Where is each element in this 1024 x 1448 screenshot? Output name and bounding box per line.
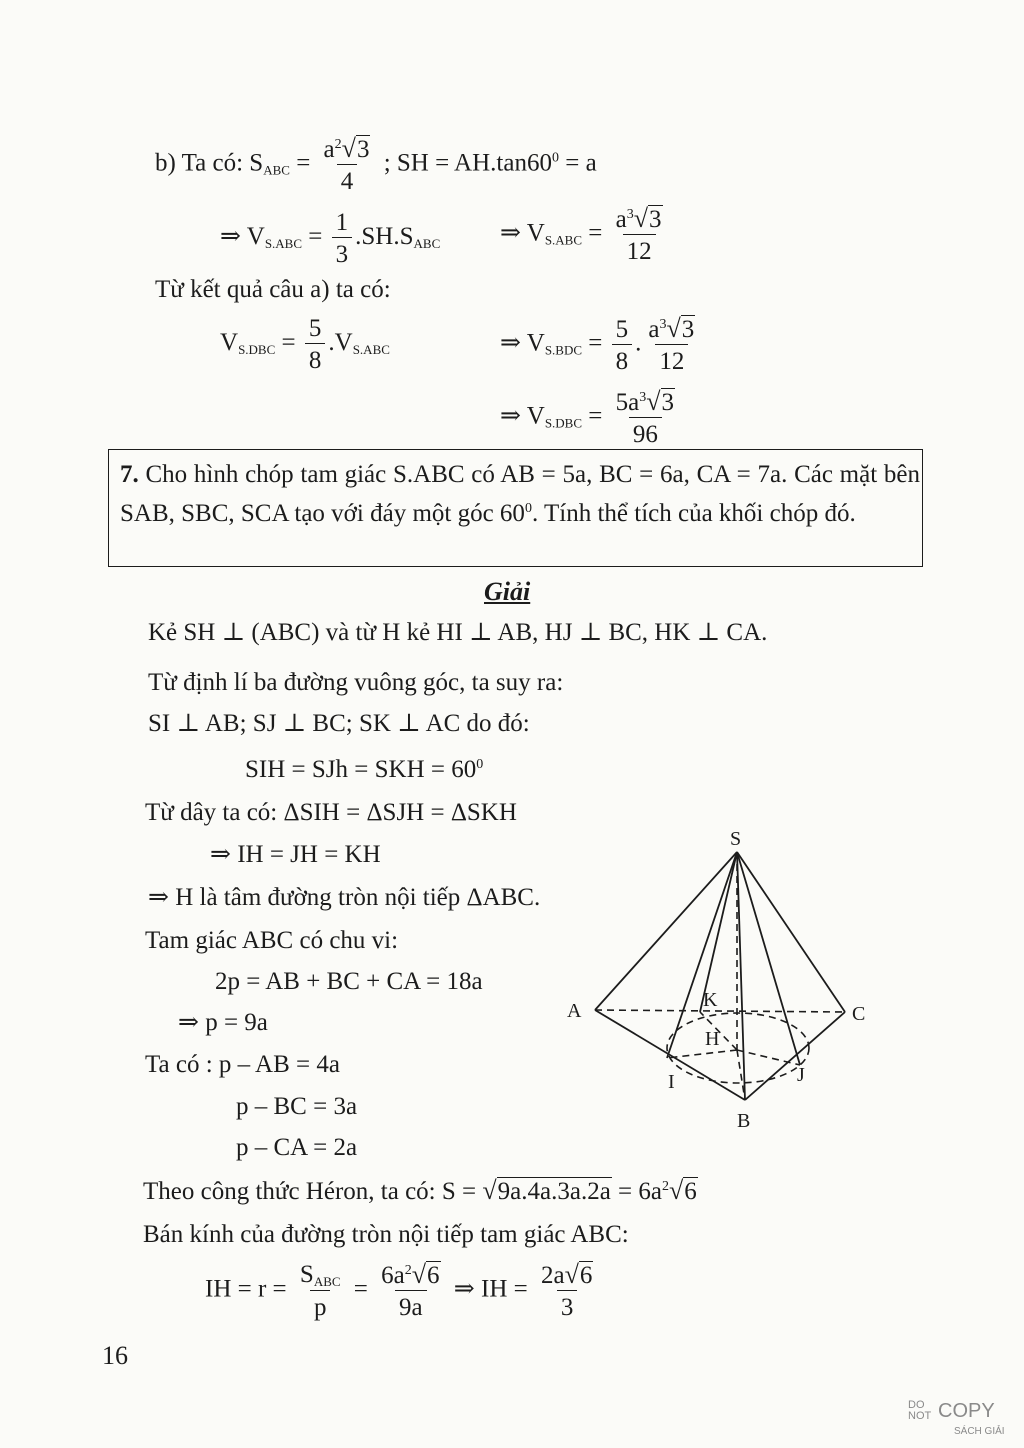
label-J: J bbox=[797, 1064, 805, 1086]
line4-left: $V_{S.DBC}$ = $\frac{5}{8}$ $.V_{S.ABC}$ bbox=[220, 315, 390, 374]
sol-line5: Từ dây ta có: ΔSIH = ΔSJH = ΔSKH bbox=[145, 799, 517, 826]
label-S: S bbox=[730, 828, 742, 850]
edge-AC-hidden bbox=[595, 1010, 845, 1012]
sol-line9: 2p = AB + BC + CA = 18a bbox=[215, 968, 483, 995]
fraction-a3-root3-12: $\frac{a^3√3}{12}$ bbox=[648, 314, 695, 375]
label-I: I bbox=[668, 1071, 675, 1093]
line5-right: ⇒ $V_{S.DBC}$ = $\frac{5a^3√3}{96}$ bbox=[500, 389, 682, 447]
sol-line7: ⇒ H là tâm đường tròn nội tiếp ΔABC. bbox=[148, 884, 541, 911]
sol-line3: SI ⊥ AB; SJ ⊥ BC; SK ⊥ AC do đó: bbox=[148, 710, 530, 737]
fraction-five-eighths-b: $\frac{5}{8}$ bbox=[612, 317, 633, 374]
sol-line1: Kẻ SH ⊥ (ABC) và từ H kẻ HI ⊥ AB, HJ ⊥ BC, HK ⊥ CA. bbox=[148, 619, 768, 646]
line3-text: Từ kết quả câu a) ta có: bbox=[155, 276, 391, 303]
seg-HJ bbox=[737, 1050, 800, 1065]
pyramid-figure bbox=[560, 820, 880, 1140]
problem-text: 7. Cho hình chóp tam giác S.ABC có AB = 5a, BC = 6a, CA = 7a. Các mặt bên SAB, SBC, SCA tạo với đáy một góc $60^0$. Tính thể tích của khối chóp đó. bbox=[120, 461, 920, 527]
sol-line6: ⇒ IH = JH = KH bbox=[210, 841, 381, 868]
part-b-line1: b) Ta có: $S_{ABC}$ = $\frac{a^2√3}{4}$ ; SH = $AH.\tan 60^0 = a$ bbox=[155, 134, 597, 195]
label-B: B bbox=[737, 1110, 751, 1132]
fraction-one-third: $\frac{1}{3}$ bbox=[332, 210, 353, 267]
s-label: S bbox=[249, 149, 264, 177]
edge-SC bbox=[737, 852, 845, 1012]
label-H: H bbox=[705, 1028, 720, 1050]
sol-line11: Ta có : p – AB = 4a bbox=[145, 1051, 340, 1078]
problem-number: 7. bbox=[120, 461, 139, 488]
watermark-logo: DO NOT COPY SÁCH GIẢI bbox=[908, 1399, 1005, 1437]
sol-line8: Tam giác ABC có chu vi: bbox=[145, 927, 399, 954]
fraction-five-eighths: $\frac{5}{8}$ bbox=[305, 316, 326, 373]
part-b-line2-result: ⇒ $V_{S.ABC}$ = $\frac{a^3√3}{12}$ bbox=[500, 206, 670, 264]
sol-line16: IH = r = $\frac{S_{ABC}}{p}$ = $\frac{6a^2√6}{9a}$ ⇒ IH = $\frac{2a√6}{3}$ bbox=[205, 1262, 600, 1320]
sol-line13: p – CA = 2a bbox=[236, 1134, 358, 1161]
edge-BC bbox=[745, 1012, 845, 1100]
line4-right: ⇒ $V_{S.BDC}$ = $\frac{5}{8}$ . $\frac{a^3√3}{12}$ bbox=[500, 316, 702, 374]
sol-line15: Bán kính của đường tròn nội tiếp tam giác ABC: bbox=[143, 1221, 629, 1248]
sol-line14: Theo công thức Héron, ta có: $S = √9a.4a.3a.2a = 6a^2√6$ bbox=[143, 1176, 697, 1205]
label-K: K bbox=[703, 989, 718, 1011]
solution-heading: Giải bbox=[484, 577, 531, 606]
sol-line10: ⇒ p = 9a bbox=[178, 1009, 268, 1036]
edge-SB bbox=[737, 852, 745, 1100]
fraction-radius: $\frac{2a√6}{3}$ bbox=[540, 1260, 593, 1321]
part-b-line2: ⇒ $V_{S.ABC}$ = $\frac{1}{3}$ $.SH.S_{ABC}$ bbox=[220, 209, 441, 268]
sol-line2: Từ định lí ba đường vuông góc, ta suy ra: bbox=[148, 669, 564, 696]
intro-text: b) Ta có: bbox=[155, 149, 250, 177]
fraction-6a2: $\frac{6a^2√6}{9a}$ bbox=[381, 1260, 440, 1321]
fraction-area: $\frac{a^2√3}{4}$ bbox=[323, 134, 370, 195]
sol-line12: p – BC = 3a bbox=[236, 1093, 358, 1120]
s-sub: ABC bbox=[263, 162, 290, 178]
sol-line4: SIH = SJh = SKH = $60^0$ bbox=[245, 756, 484, 783]
edge-SA bbox=[595, 852, 737, 1010]
fraction-final-volume: $\frac{5a^3√3}{96}$ bbox=[615, 387, 675, 448]
label-A: A bbox=[567, 1000, 582, 1022]
edge-SK bbox=[700, 852, 737, 1012]
sh-formula: ; SH = AH.tan60 bbox=[383, 149, 552, 177]
seg-HI bbox=[667, 1050, 737, 1058]
edge-SI bbox=[667, 852, 737, 1058]
page-number: 16 bbox=[102, 1341, 128, 1370]
edge-SJ bbox=[737, 852, 800, 1065]
fraction-s-over-p: $\frac{S_{ABC}}{p}$ bbox=[299, 1261, 341, 1321]
fraction-volume: $\frac{a^3√3}{12}$ bbox=[615, 204, 662, 265]
label-C: C bbox=[852, 1003, 866, 1025]
